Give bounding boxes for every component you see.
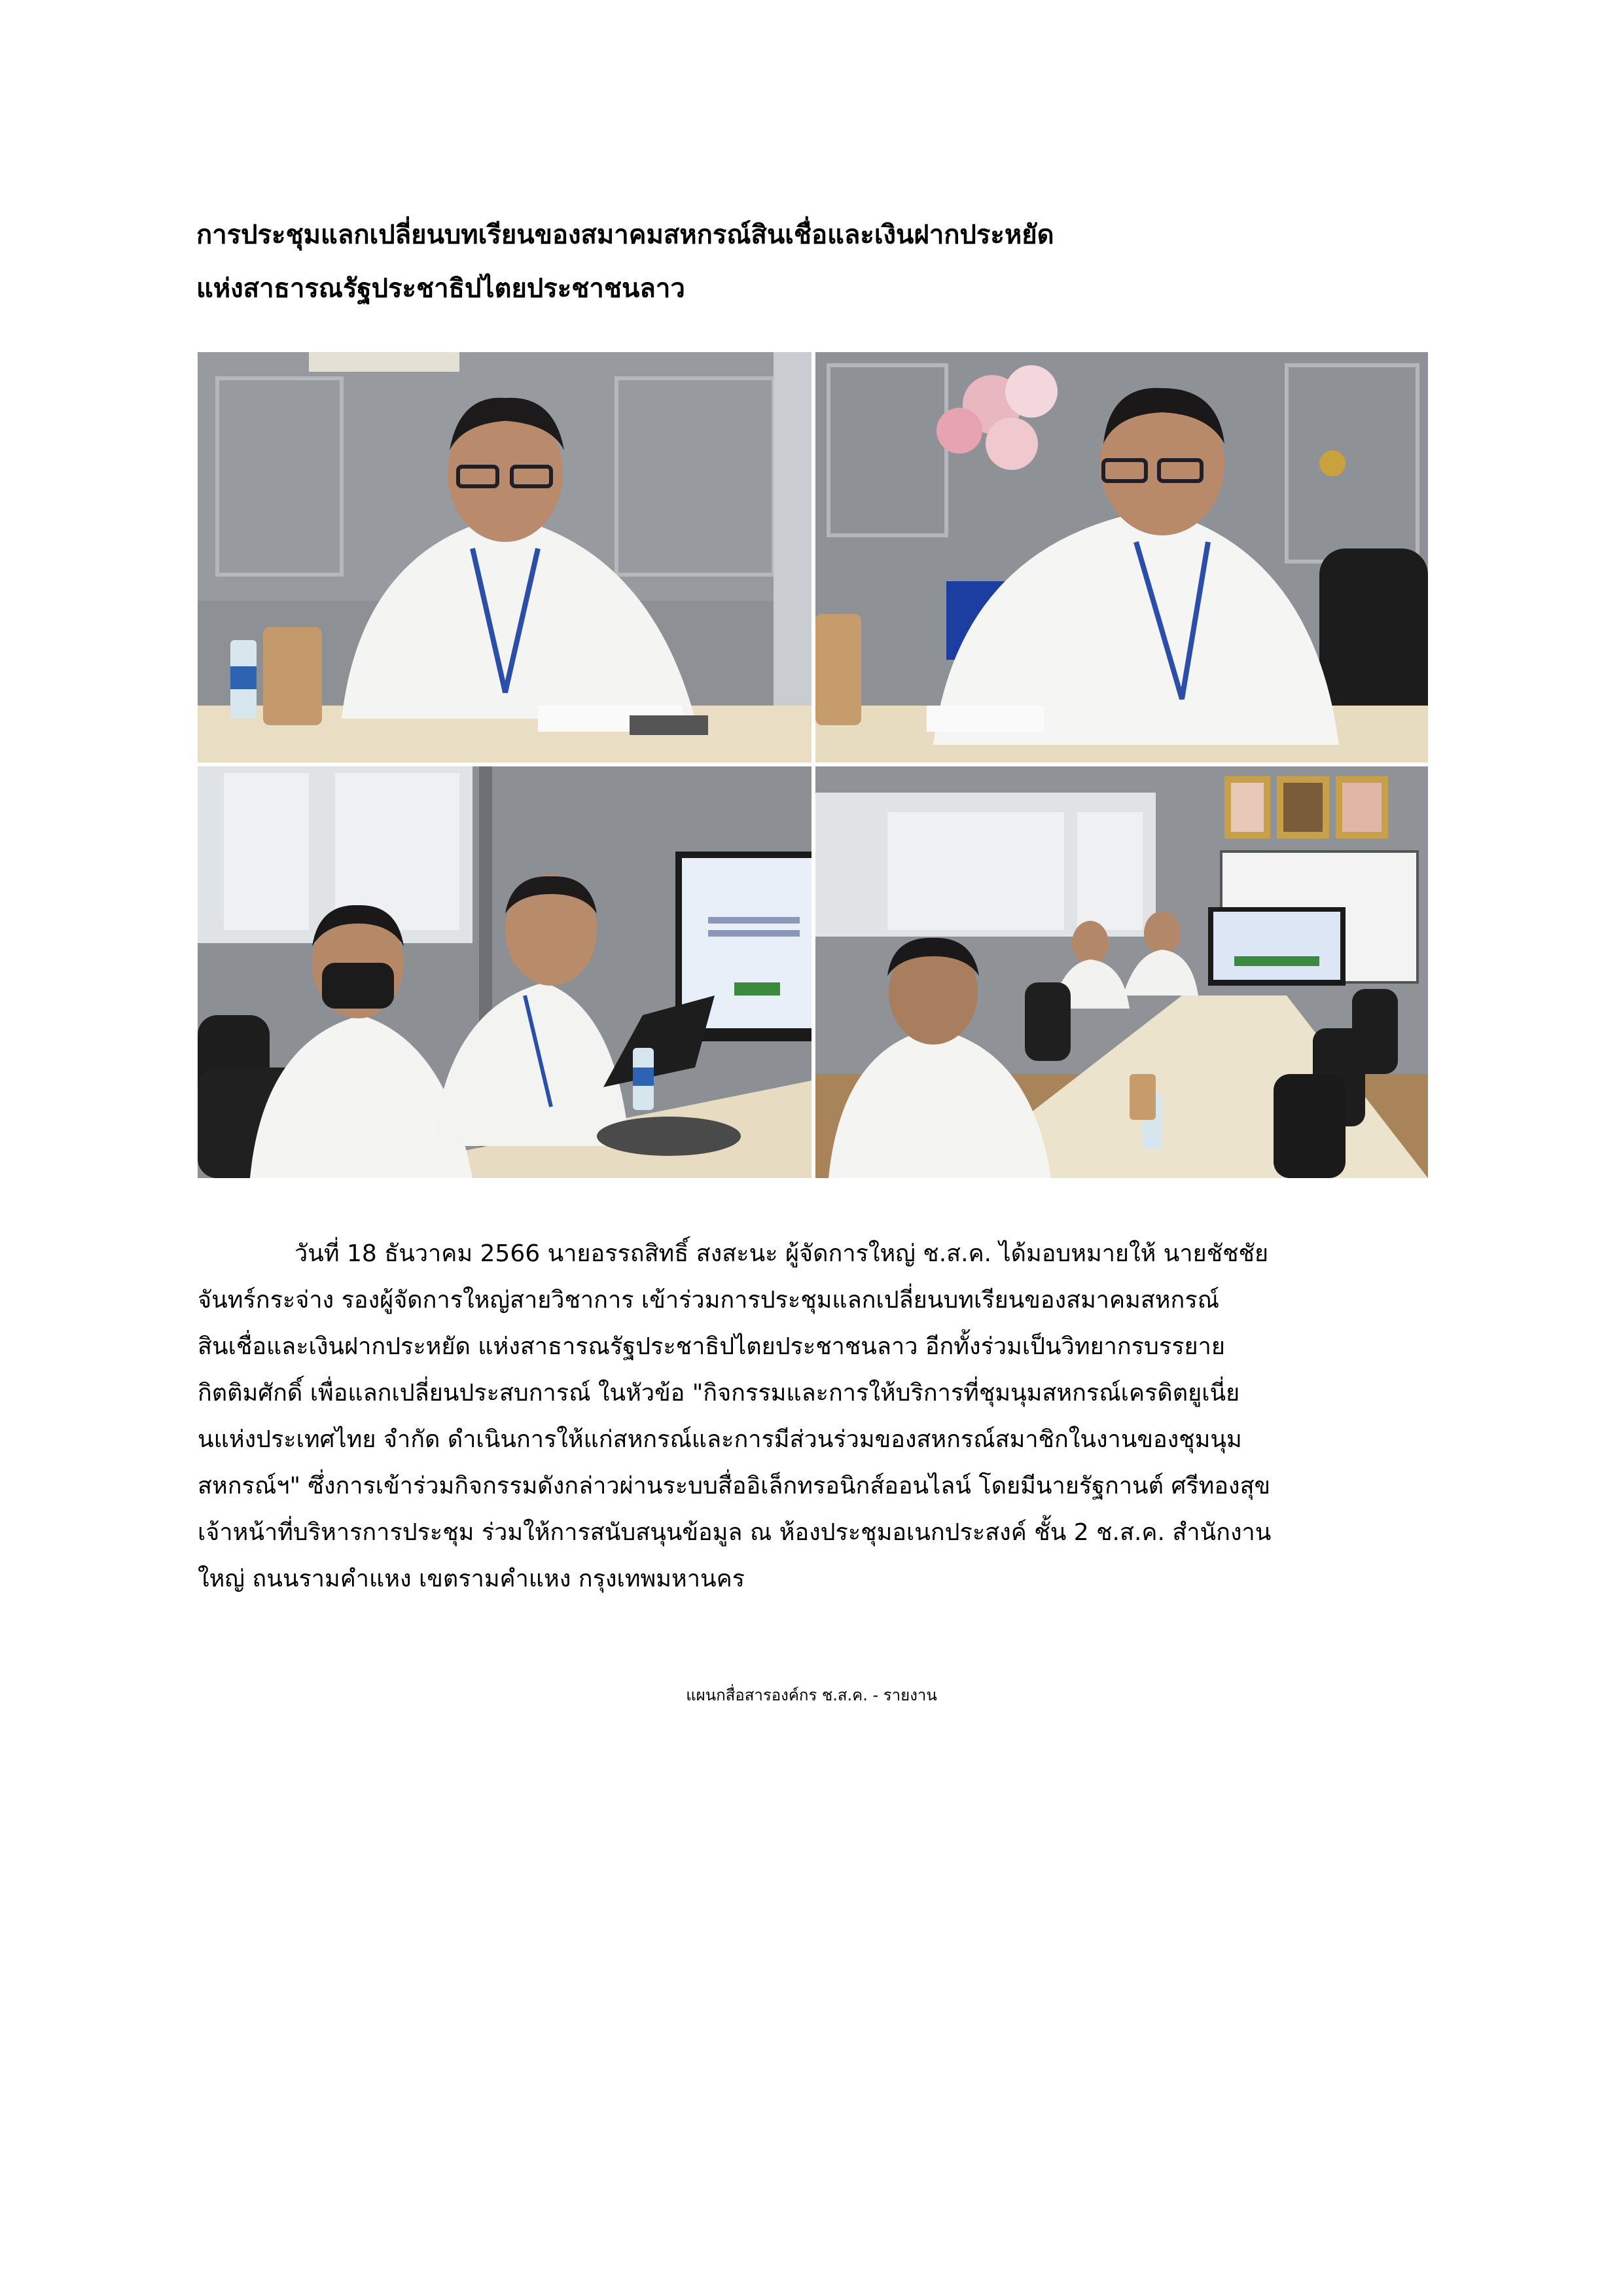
meeting-photo-conference-room [815, 766, 1428, 1178]
body-line-1: วันที่ 18 ธันวาคม 2566 นายอรรถสิทธิ์ สงสะนะ ผู้จัดการใหญ่ ช.ส.ค. ได้มอบหมายให้ นายชัชชัย [294, 1240, 1269, 1267]
article-body [198, 1230, 1428, 1602]
meeting-photo-speaker-left [198, 352, 812, 762]
document-title [196, 208, 1427, 315]
body-line-3: สินเชื่อและเงินฝากประหยัด แห่งสาธารณรัฐประชาธิปไตยประชาชนลาว อีกทั้งร่วมเป็นวิทยากรบรรยาย [198, 1333, 1225, 1360]
body-line-8: ใหญ่ ถนนรามคำแหง เขตรามคำแหง กรุงเทพมหานคร [198, 1566, 745, 1592]
body-line-5: นแห่งประเทศไทย จำกัด ดำเนินการให้แก่สหกรณ์และการมีส่วนร่วมของสหกรณ์สมาชิกในงานของชุมนุม [198, 1426, 1242, 1453]
report-credit: แผนกสื่อสารองค์กร ช.ส.ค. - รายงาน [686, 1686, 937, 1704]
body-line-4: กิตติมศักดิ์ เพื่อแลกเปลี่ยนประสบการณ์ ในหัวข้อ "กิจกรรมและการให้บริการที่ชุมนุมสหกรณ์เครดิตยูเนี่ย [198, 1380, 1240, 1407]
photo-collage [198, 352, 1428, 1178]
body-line-6: สหกรณ์ฯ" ซึ่งการเข้าร่วมกิจกรรมดังกล่าวผ่านระบบสื่ออิเล็กทรอนิกส์ออนไลน์ โดยมีนายรัฐกานต์ ศรีทองสุข [198, 1473, 1271, 1499]
meeting-photo-speaker-right [815, 352, 1428, 762]
meeting-photo-two-participants [198, 766, 812, 1178]
body-line-7: เจ้าหน้าที่บริหารการประชุม ร่วมให้การสนับสนุนข้อมูล ณ ห้องประชุมอเนกประสงค์ ชั้น 2 ช.ส.ค. สำนักงาน [198, 1519, 1272, 1546]
body-line-2: จันทร์กระจ่าง รองผู้จัดการใหญ่สายวิชาการ เข้าร่วมการประชุมแลกเปลี่ยนบทเรียนของสมาคมสหกรณ์ [198, 1287, 1220, 1314]
title-line-1: การประชุมแลกเปลี่ยนบทเรียนของสมาคมสหกรณ์สินเชื่อและเงินฝากประหยัด [196, 220, 1054, 250]
title-line-2: แห่งสาธารณรัฐประชาธิปไตยประชาชนลาว [196, 274, 685, 304]
